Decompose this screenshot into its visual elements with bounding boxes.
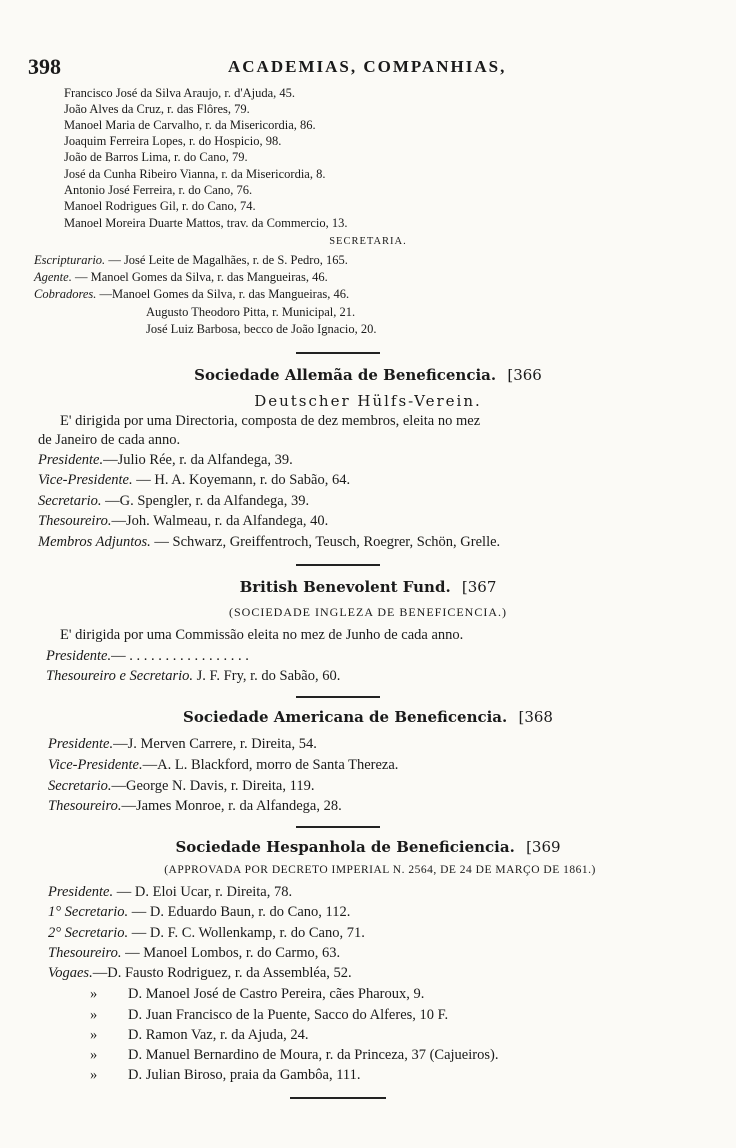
role-value: —Julio Rée, r. da Alfandega, 39. xyxy=(103,452,293,468)
hespanhola-title-line xyxy=(0,838,736,856)
americana-vice xyxy=(48,756,398,774)
role-value: — D. Eduardo Baun, r. do Cano, 112. xyxy=(128,904,351,920)
allema-presidente xyxy=(38,451,293,469)
cobradores-line-3: José Luiz Barbosa, becco de João Ignacio, 20. xyxy=(146,322,377,336)
role-label: 1° Secretario. xyxy=(48,904,129,920)
vogal-line xyxy=(90,1006,448,1024)
role-value: J. F. Fry, r. do Sabão, 60. xyxy=(193,668,341,684)
role-value: — Schwarz, Greiffentroch, Teusch, Roegrer, Schön, Grelle. xyxy=(150,534,501,550)
vogal-line xyxy=(90,1066,361,1084)
cobradores-line xyxy=(34,287,349,302)
hespanhola-vogaes xyxy=(48,964,352,982)
role-label: Secretario. xyxy=(48,778,112,794)
ditto-mark: » xyxy=(90,1007,98,1023)
role-label: Vice-Presidente. xyxy=(38,472,133,488)
role-value: —Joh. Walmeau, r. da Alfandega, 40. xyxy=(111,513,329,529)
role-label: 2° Secretario. xyxy=(48,925,129,941)
role-value: —George N. Davis, r. Direita, 119. xyxy=(111,778,315,794)
hespanhola-presidente xyxy=(48,883,292,901)
role-value: — Manoel Lombos, r. do Carmo, 63. xyxy=(121,945,341,961)
british-presidente xyxy=(46,647,249,665)
vogal-line xyxy=(90,1026,309,1044)
role-label: Membros Adjuntos. xyxy=(38,534,151,550)
americana-secretario xyxy=(48,777,314,795)
role-value: —James Monroe, r. da Alfandega, 28. xyxy=(121,798,342,814)
allema-german-name: Deutscher Hülfs-Verein. xyxy=(254,392,482,410)
hespanhola-subtitle: (APPROVADA POR DECRETO IMPERIAL N. 2564, DE 24 DE MARÇO DE 1861.) xyxy=(164,864,596,876)
section-divider xyxy=(296,826,380,828)
hespanhola-sec1 xyxy=(48,903,350,921)
list-item: João Alves da Cruz, r. das Flôres, 79. xyxy=(64,102,250,116)
allema-title: Sociedade Allemãa de Beneficencia. xyxy=(194,366,497,384)
allema-secretario xyxy=(38,492,309,510)
cobradores-value: —Manoel Gomes da Silva, r. das Mangueiras, 46. xyxy=(99,287,350,301)
americana-thesoureiro xyxy=(48,797,342,815)
allema-desc-2: de Janeiro de cada anno. xyxy=(38,432,181,448)
role-value: —G. Spengler, r. da Alfandega, 39. xyxy=(101,493,310,509)
hespanhola-number: [369 xyxy=(526,838,561,856)
list-item: Manoel Maria de Carvalho, r. da Misericordia, 86. xyxy=(64,118,316,132)
role-label: Presidente. xyxy=(48,736,114,752)
running-title: ACADEMIAS, COMPANHIAS, xyxy=(228,57,507,76)
list-item: Manoel Rodrigues Gil, r. do Cano, 74. xyxy=(64,199,256,213)
british-thesoureiro xyxy=(46,667,340,685)
ditto-mark: » xyxy=(90,1027,98,1043)
allema-membros xyxy=(38,533,500,551)
hespanhola-sec2 xyxy=(48,924,365,942)
british-subtitle: (SOCIEDADE INGLEZA DE BENEFICENCIA.) xyxy=(229,605,507,619)
list-item: João de Barros Lima, r. do Cano, 79. xyxy=(64,150,248,164)
allema-desc-1: E' dirigida por uma Directoria, composta de dez membros, eleita no mez xyxy=(60,413,481,429)
british-title: British Benevolent Fund. xyxy=(239,578,451,596)
british-desc: E' dirigida por uma Commissão eleita no mez de Junho de cada anno. xyxy=(60,627,464,643)
escripturario-line xyxy=(34,253,348,268)
role-value: — . . . . . . . . . . . . . . . . . xyxy=(111,648,249,664)
section-divider xyxy=(296,564,380,566)
section-divider xyxy=(296,352,380,354)
americana-presidente xyxy=(48,735,317,753)
hespanhola-thesoureiro xyxy=(48,944,340,962)
page-header xyxy=(28,54,700,80)
role-value: —J. Merven Carrere, r. Direita, 54. xyxy=(113,736,317,752)
allema-vice xyxy=(38,471,350,489)
role-label: Presidente. xyxy=(46,648,112,664)
role-label: Secretario. xyxy=(38,493,102,509)
list-item: José da Cunha Ribeiro Vianna, r. da Misericordia, 8. xyxy=(64,167,326,181)
section-divider xyxy=(290,1097,386,1099)
role-value: —D. Fausto Rodriguez, r. da Assembléa, 52. xyxy=(92,965,352,981)
role-value: — D. F. C. Wollenkamp, r. do Cano, 71. xyxy=(128,925,365,941)
vogal-name: D. Julian Biroso, praia da Gambôa, 111. xyxy=(128,1067,361,1083)
role-label: Thesoureiro e Secretario. xyxy=(46,668,193,684)
allema-title-line xyxy=(0,366,736,384)
americana-title-line xyxy=(0,708,736,726)
agente-label: Agente. xyxy=(34,270,72,284)
section-divider xyxy=(296,696,380,698)
british-number: [367 xyxy=(461,578,497,596)
role-label: Thesoureiro. xyxy=(48,945,122,961)
agente-line xyxy=(34,270,328,285)
british-title-line xyxy=(0,578,736,596)
role-value: — H. A. Koyemann, r. do Sabão, 64. xyxy=(132,472,351,488)
ditto-mark: » xyxy=(90,986,98,1002)
role-label: Thesoureiro. xyxy=(48,798,122,814)
role-value: — D. Eloi Ucar, r. Direita, 78. xyxy=(113,884,293,900)
allema-thesoureiro xyxy=(38,512,328,530)
vogal-line xyxy=(90,1046,498,1064)
vogal-name: D. Juan Francisco de la Puente, Sacco do Alferes, 10 F. xyxy=(128,1007,449,1023)
list-item: Manoel Moreira Duarte Mattos, trav. da Commercio, 13. xyxy=(64,216,348,230)
allema-number: [366 xyxy=(507,366,542,384)
agente-value: — Manoel Gomes da Silva, r. das Mangueiras, 46. xyxy=(74,270,328,284)
escripturario-label: Escripturario. xyxy=(34,253,106,267)
americana-number: [368 xyxy=(518,708,553,726)
role-label: Vogaes. xyxy=(48,965,93,981)
role-label: Presidente. xyxy=(38,452,104,468)
hespanhola-title: Sociedade Hespanhola de Beneficiencia. xyxy=(175,838,515,856)
secretaria-heading: SECRETARIA. xyxy=(329,236,407,247)
vogal-name: D. Manoel José de Castro Pereira, cães Pharoux, 9. xyxy=(128,986,425,1002)
role-label: Vice-Presidente. xyxy=(48,757,143,773)
vogal-name: D. Manuel Bernardino de Moura, r. da Princeza, 37 (Cajueiros). xyxy=(128,1047,499,1063)
list-item: Antonio José Ferreira, r. do Cano, 76. xyxy=(64,183,253,197)
vogal-name: D. Ramon Vaz, r. da Ajuda, 24. xyxy=(128,1027,309,1043)
list-item: Francisco José da Silva Araujo, r. d'Ajuda, 45. xyxy=(64,86,296,100)
ditto-mark: » xyxy=(90,1047,98,1063)
list-item: Joaquim Ferreira Lopes, r. do Hospicio, 98. xyxy=(64,134,282,148)
ditto-mark: » xyxy=(90,1067,98,1083)
vogal-line xyxy=(90,985,424,1003)
escripturario-value: — José Leite de Magalhães, r. de S. Pedro, 165. xyxy=(108,253,348,267)
page-number: 398 xyxy=(28,54,61,79)
americana-title: Sociedade Americana de Beneficencia. xyxy=(183,708,508,726)
role-label: Presidente. xyxy=(48,884,114,900)
role-value: —A. L. Blackford, morro de Santa Thereza. xyxy=(142,757,399,773)
cobradores-line-2: Augusto Theodoro Pitta, r. Municipal, 21. xyxy=(146,305,356,319)
cobradores-label: Cobradores. xyxy=(34,287,97,301)
role-label: Thesoureiro. xyxy=(38,513,112,529)
